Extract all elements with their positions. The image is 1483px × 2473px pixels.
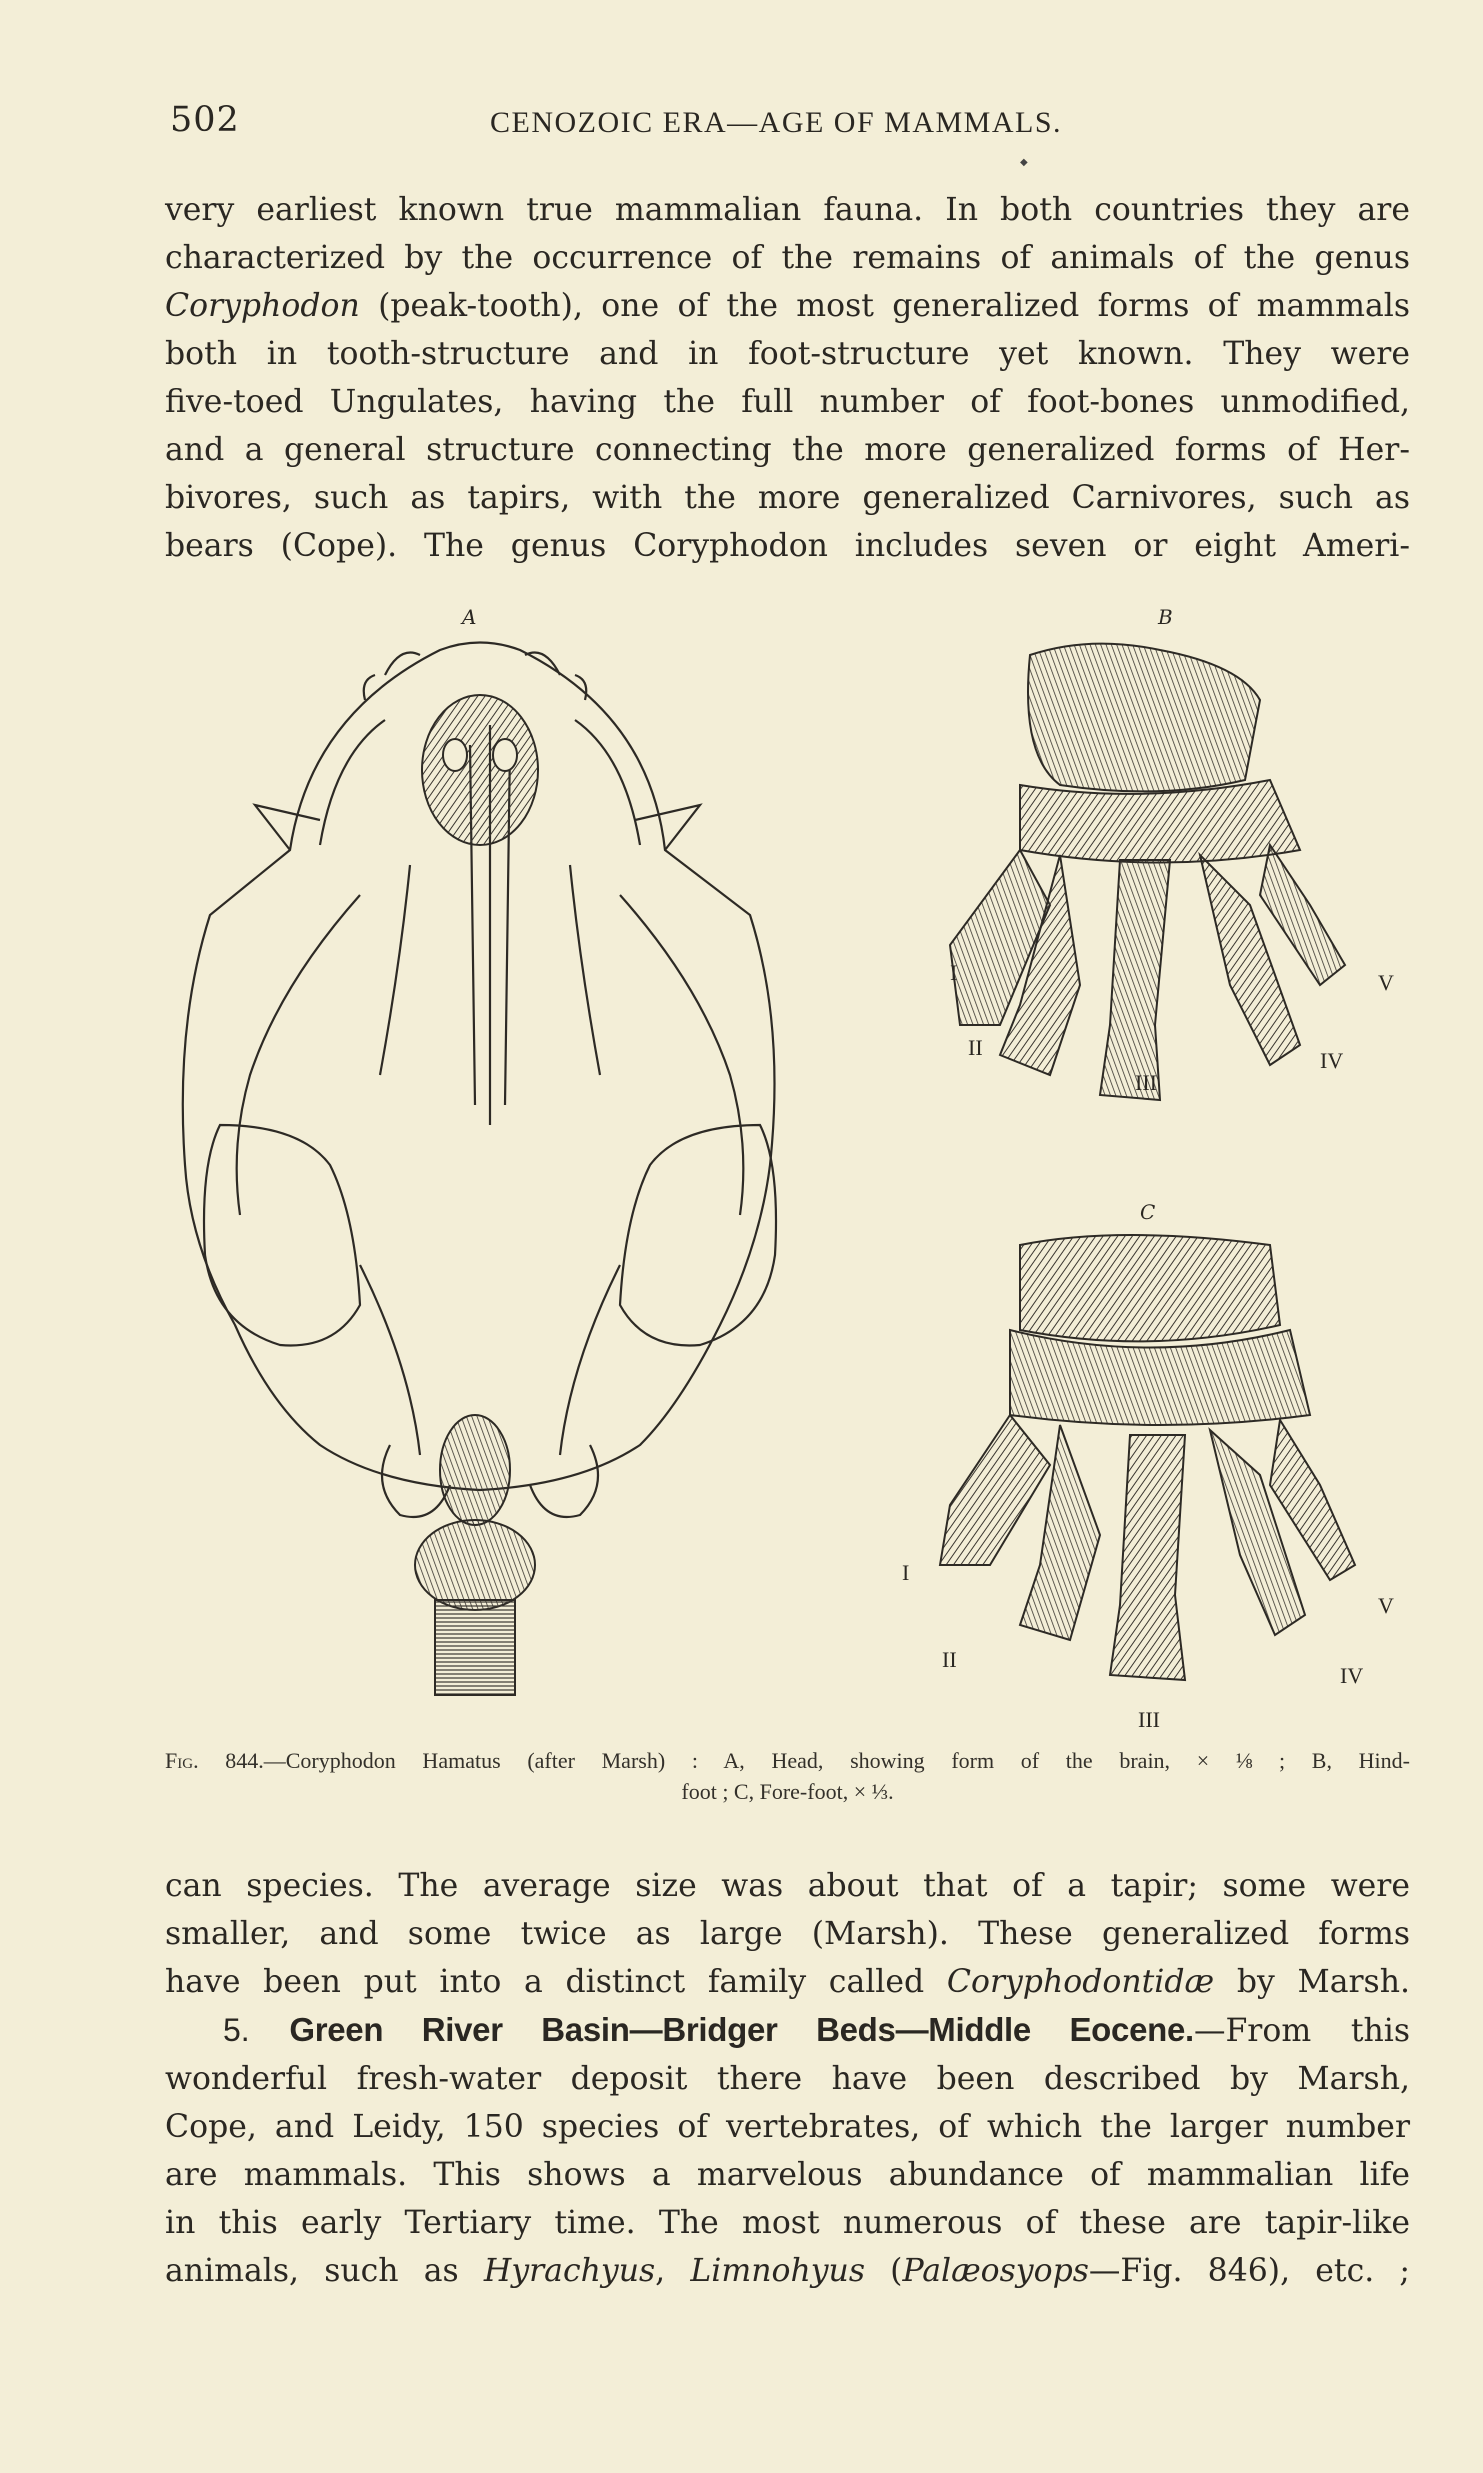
running-title: CENOZOIC ERA—AGE OF MAMMALS. [490, 106, 1063, 139]
panel-label-c: C [1140, 1200, 1156, 1224]
brain-drawing [415, 1415, 535, 1695]
figure-caption [165, 1745, 1410, 1807]
text-line: and a general structure connecting the more generalized forms of Her- [165, 432, 1410, 468]
genus-name: Palæosyops [902, 2253, 1089, 2289]
digit-label: IV [1320, 1048, 1344, 1073]
ornament-mark: ◆ [1020, 157, 1028, 168]
genus-name: Hyrachyus [483, 2253, 656, 2289]
paragraph-1 [165, 186, 1410, 570]
text-line: have been put into a distinct family called Coryphodontidæ by Marsh. [165, 1964, 1411, 2000]
text-line: are mammals. This shows a marvelous abundance of mammalian life [165, 2157, 1410, 2193]
paragraph-2 [165, 1862, 1410, 2006]
figure-illustration [160, 605, 1420, 1745]
text-line: characterized by the occurrence of the remains of animals of the genus [165, 240, 1410, 276]
caption-line: foot ; C, Fore-foot, × ⅓. [681, 1779, 894, 1804]
text-line: bears (Cope). The genus Coryphodon includes seven or eight Ameri- [165, 528, 1410, 564]
section-heading: Green River Basin—Bridger Beds—Middle Eocene. [289, 2011, 1194, 2048]
hind-foot-drawing [950, 644, 1345, 1100]
text-line: in this early Tertiary time. The most numerous of these are tapir-like [165, 2205, 1410, 2241]
digit-label: I [950, 960, 958, 985]
panel-label-b: B [1158, 605, 1173, 629]
page-number: 502 [170, 100, 240, 140]
panel-label-a: A [462, 605, 477, 629]
text-line: very earliest known true mammalian fauna. In both countries they are [165, 192, 1410, 228]
digit-label: III [1135, 1070, 1157, 1095]
text-line: Cope, and Leidy, 150 species of vertebrates, of which the larger number [165, 2109, 1410, 2145]
digit-label: I [902, 1560, 910, 1585]
genus-name: Coryphodon [165, 288, 360, 324]
digit-label: V [1378, 1593, 1394, 1618]
text-line: smaller, and some twice as large (Marsh). These generalized forms [165, 1916, 1410, 1952]
text-line: animals, such as Hyrachyus, Limnohyus (Palæosyops—Fig. 846), etc. ; [165, 2253, 1410, 2289]
figure-844 [160, 605, 1420, 1745]
section-heading-line: 5. Green River Basin—Bridger Beds—Middle Eocene.—From this [223, 2011, 1411, 2049]
genus-name: Limnohyus [690, 2253, 865, 2289]
digit-label: IV [1340, 1663, 1364, 1688]
family-name: Coryphodontidæ [946, 1964, 1215, 2000]
text-line: can species. The average size was about that of a tapir; some were [165, 1868, 1410, 1904]
paragraph-3 [165, 2006, 1410, 2295]
text-line: both in tooth-structure and in foot-structure yet known. They were [165, 336, 1410, 372]
digit-label: II [968, 1035, 983, 1060]
section-number: 5. [223, 2012, 250, 2048]
digit-label: III [1138, 1707, 1160, 1732]
digit-label: II [942, 1647, 957, 1672]
figure-number: Fig. 844. [165, 1748, 264, 1773]
text-line: five-toed Ungulates, having the full number of foot-bones unmodified, [165, 384, 1410, 420]
text-line: bivores, such as tapirs, with the more generalized Carnivores, such as [165, 480, 1410, 516]
text-line: Coryphodon (peak-tooth), one of the most generalized forms of mammals [165, 288, 1410, 324]
nasal-region [422, 695, 538, 845]
caption-line: Fig. 844.—Coryphodon Hamatus (after Marsh) : A, Head, showing form of the brain, × ⅛ ; B, Hind- [165, 1748, 1410, 1773]
text-line: wonderful fresh-water deposit there have been described by Marsh, [165, 2061, 1410, 2097]
running-head [170, 100, 1410, 150]
fore-foot-drawing [940, 1235, 1355, 1680]
digit-label: V [1378, 970, 1394, 995]
